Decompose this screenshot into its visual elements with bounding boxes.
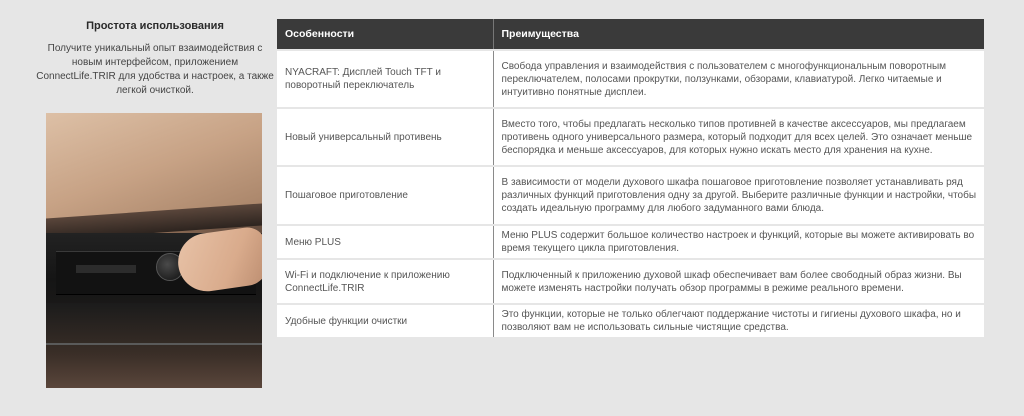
left-column — [36, 20, 274, 98]
table-row — [277, 225, 984, 259]
section-description: Получите уникальный опыт взаимодействия с новым интерфейсом, приложением ConnectLife.TRIR для удобства и настроек, а также легкой очисткой. — [36, 43, 274, 96]
feature-cell: Новый универсальный противень — [277, 108, 493, 166]
table-header-row — [277, 19, 984, 50]
benefit-cell: Вместо того, чтобы предлагать несколько типов противней в качестве аксессуаров, мы предлагаем противень одного универсального размера, который подходит для всех целей. Это означает меньше беспорядка и меньше аксессуаров, для которых нужно искать место для хранения на кухне. — [493, 108, 984, 166]
feature-cell: Wi-Fi и подключение к приложению ConnectLife.TRIR — [277, 259, 493, 304]
section-title: Простота использования — [86, 20, 224, 32]
benefit-cell: Свобода управления и взаимодействия с пользователем с многофункциональным поворотным переключателем, полосами прокрутки, ползунками, обзорами, клавиатурой. Легко читаемые и интуитивно понятные дисплеи. — [493, 50, 984, 108]
feature-cell: Пошаговое приготовление — [277, 166, 493, 225]
table-row — [277, 259, 984, 304]
feature-cell: Меню PLUS — [277, 225, 493, 259]
benefit-cell: Меню PLUS содержит большое количество настроек и функций, которые вы можете активировать во время текущего цикла приготовления. — [493, 225, 984, 259]
feature-cell: Удобные функции очистки — [277, 304, 493, 337]
benefit-cell: В зависимости от модели духового шкафа пошаговое приготовление позволяет устанавливать ряд различных функций приготовления одну за другой. Выберите различные функции и настройки, чтобы создать идеальную программу для любого задуманного вами блюда. — [493, 166, 984, 225]
header-benefits: Преимущества — [493, 19, 984, 50]
photo-oven-door — [46, 303, 262, 388]
header-features: Особенности — [277, 19, 493, 50]
photo-door-line — [46, 343, 262, 345]
table-row — [277, 304, 984, 337]
photo-display — [76, 265, 136, 273]
oven-control-photo — [46, 113, 262, 388]
table-row — [277, 166, 984, 225]
table-row — [277, 50, 984, 108]
features-table — [277, 19, 984, 337]
table-row — [277, 108, 984, 166]
benefit-cell: Подключенный к приложению духовой шкаф обеспечивает вам более свободный образ жизни. Вы можете изменять настройки получать обзор программы в режиме реального времени. — [493, 259, 984, 304]
benefit-cell: Это функции, которые не только облегчают поддержание чистоты и гигиены духового шкафа, но и позволяют вам не использовать сильные чистящие средства. — [493, 304, 984, 337]
feature-cell: NYACRAFT: Дисплей Touch TFT и поворотный переключатель — [277, 50, 493, 108]
